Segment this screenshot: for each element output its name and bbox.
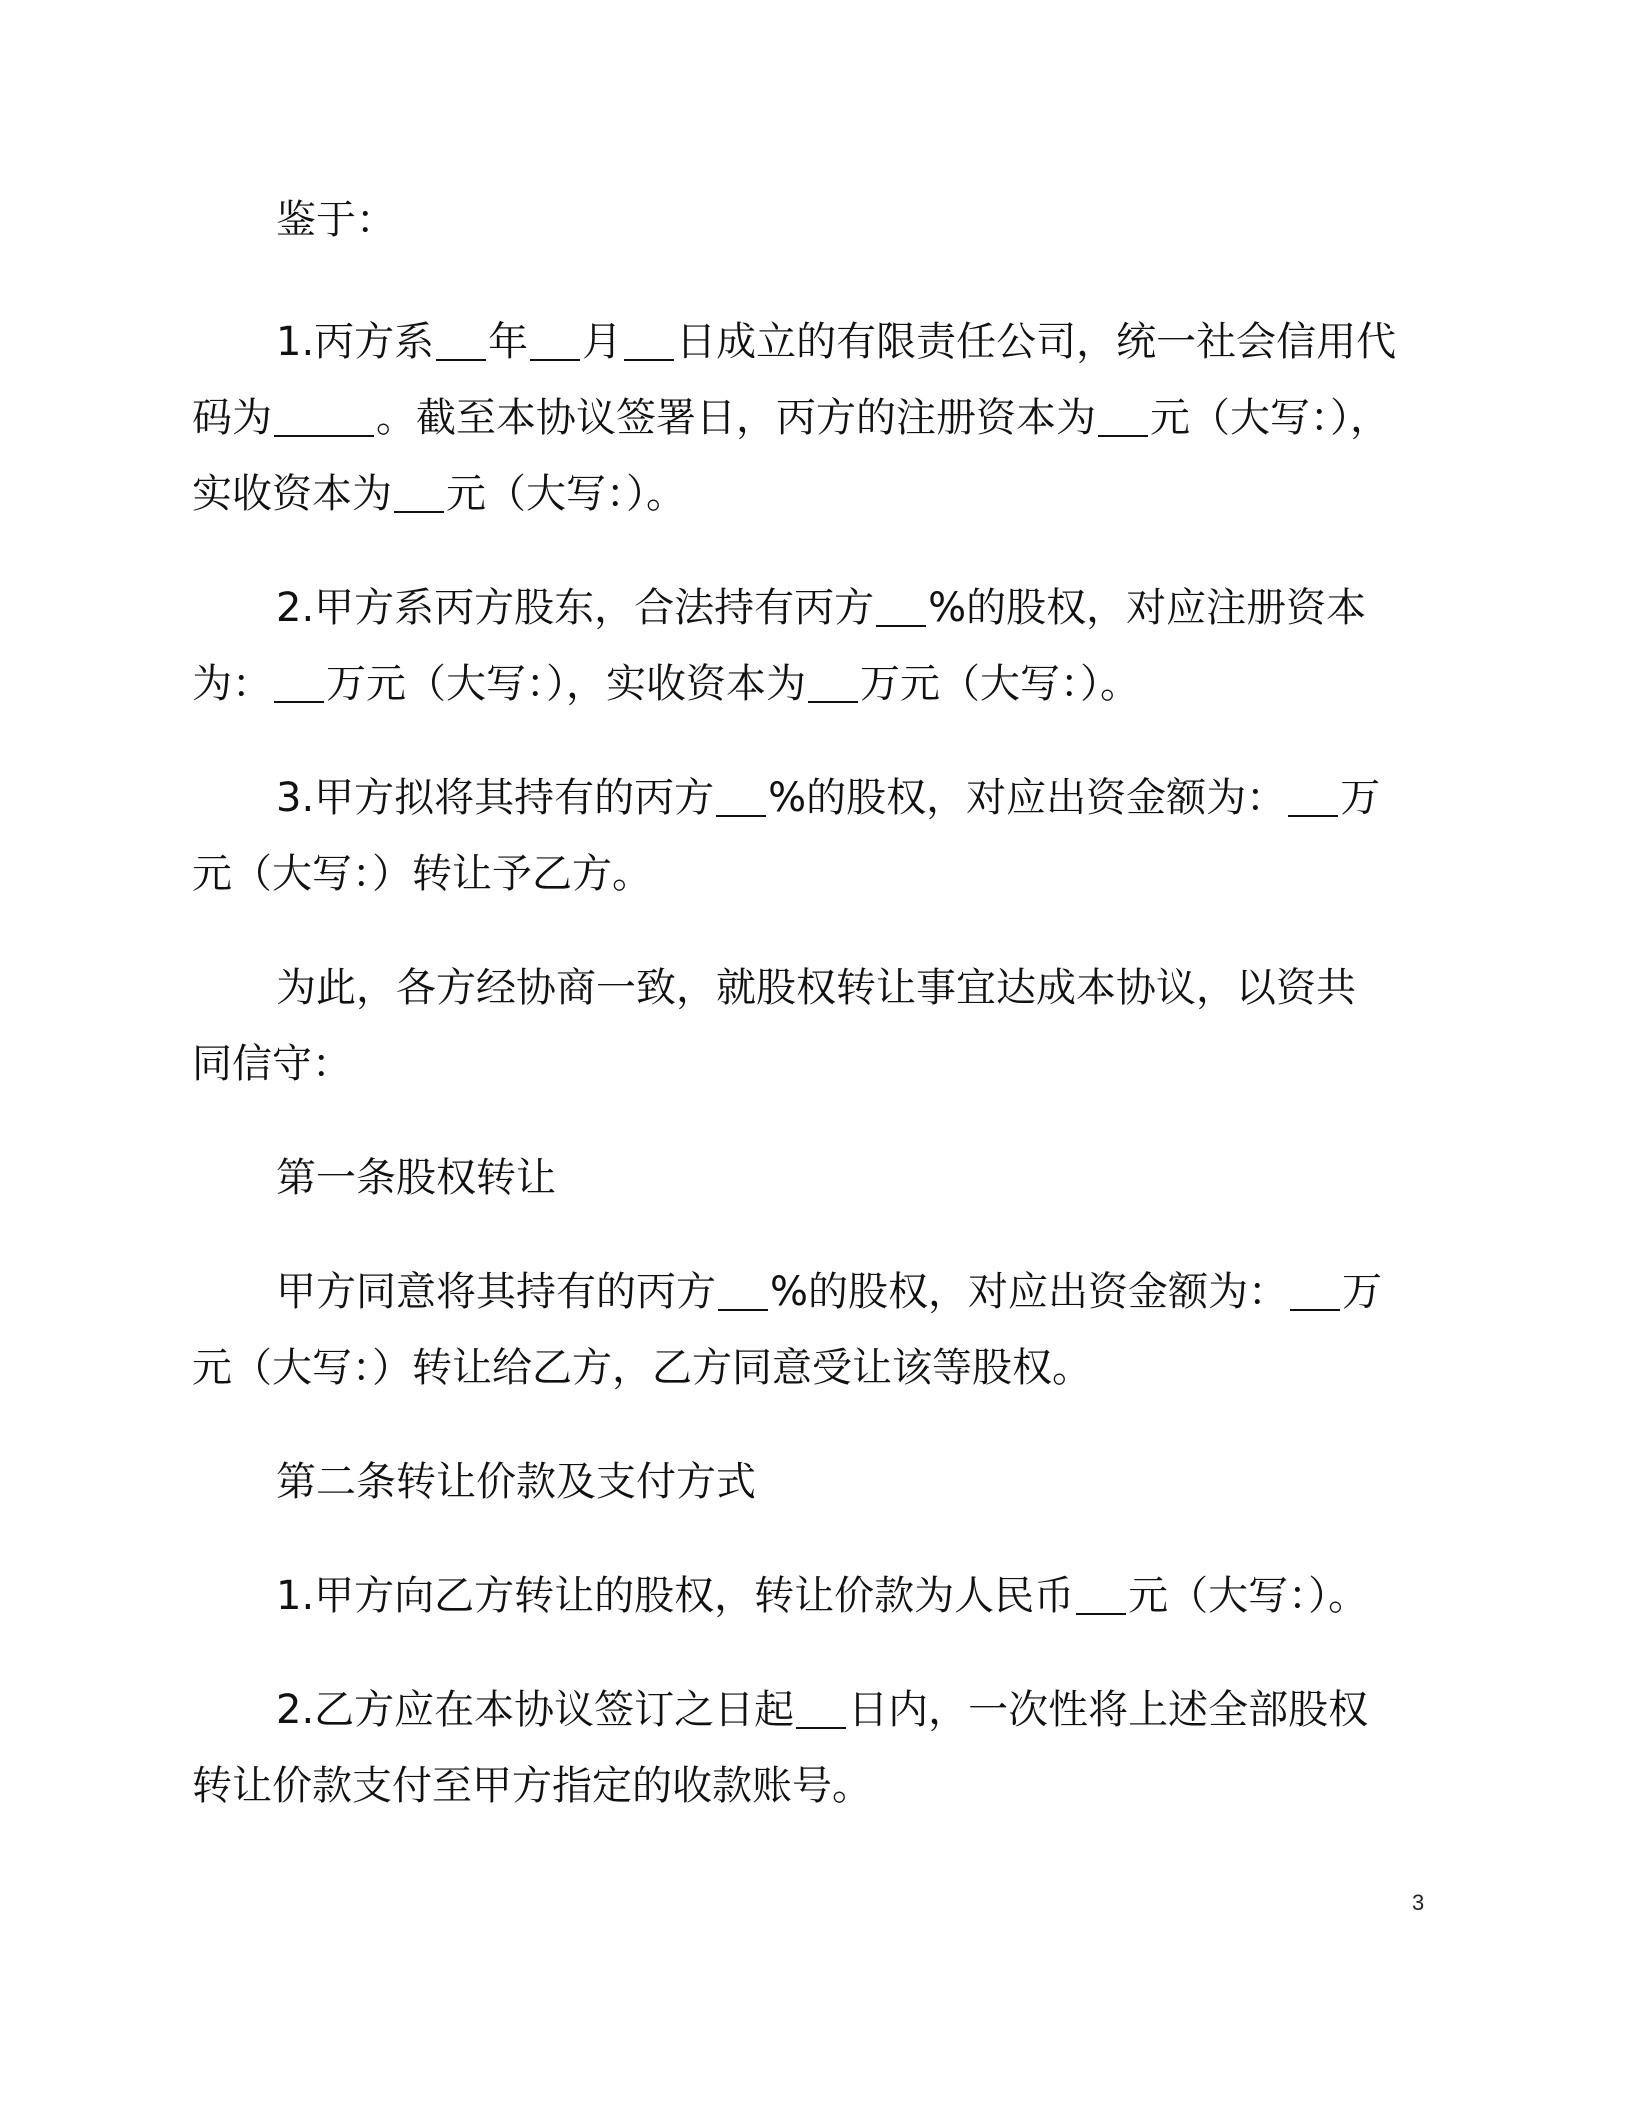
therefore-line-2: 同信守： bbox=[192, 1041, 352, 1087]
article-1-title: 第一条股权转让 bbox=[276, 1155, 556, 1201]
therefore-line-1: 为此，各方经协商一致，就股权转让事宜达成本协议，以资共 bbox=[276, 965, 1356, 1011]
blank-field-registered-capital[interactable] bbox=[1098, 395, 1148, 437]
page-number: 3 bbox=[1412, 1890, 1425, 1915]
article-2-clause-2-line-2: 转让价款支付至甲方指定的收款账号。 bbox=[192, 1763, 872, 1809]
blank-field-payment-days[interactable] bbox=[796, 1687, 846, 1729]
recital-1-line-3: 实收资本为 元（大写：）。 bbox=[192, 471, 686, 517]
blank-field-registered-amount[interactable] bbox=[274, 661, 324, 703]
whereas-heading: 鉴于： bbox=[276, 197, 396, 243]
blank-field-transfer-price[interactable] bbox=[1076, 1573, 1126, 1615]
blank-field-day[interactable] bbox=[624, 319, 674, 361]
blank-field-paid-in-capital[interactable] bbox=[394, 471, 444, 513]
blank-field-contribution-amount-2[interactable] bbox=[1290, 1269, 1340, 1311]
recital-3-line-1: 3.甲方拟将其持有的丙方 %的股权，对应出资金额为： 万 bbox=[276, 775, 1381, 821]
blank-field-equity-percent[interactable] bbox=[876, 585, 926, 627]
blank-field-transfer-percent[interactable] bbox=[716, 775, 766, 817]
blank-field-contribution-amount[interactable] bbox=[1288, 775, 1338, 817]
article-1-line-2: 元（大写：）转让给乙方，乙方同意受让该等股权。 bbox=[192, 1345, 1092, 1391]
article-1-line-1: 甲方同意将其持有的丙方 %的股权，对应出资金额为： 万 bbox=[276, 1269, 1383, 1315]
blank-field-credit-code[interactable] bbox=[274, 395, 374, 437]
recital-3-line-2: 元（大写：）转让予乙方。 bbox=[192, 851, 652, 897]
blank-field-year[interactable] bbox=[436, 319, 486, 361]
article-2-clause-2-line-1: 2.乙方应在本协议签订之日起 日内，一次性将上述全部股权 bbox=[276, 1687, 1369, 1733]
recital-2-line-2: 为： 万元（大写：），实收资本为 万元（大写：）。 bbox=[192, 661, 1140, 707]
article-2-clause-1: 1.甲方向乙方转让的股权，转让价款为人民币 元（大写：）。 bbox=[276, 1573, 1369, 1619]
recital-2-line-1: 2.甲方系丙方股东，合法持有丙方 %的股权，对应注册资本 bbox=[276, 585, 1367, 631]
article-2-title: 第二条转让价款及支付方式 bbox=[276, 1459, 756, 1505]
recital-1-line-2: 码为 。截至本协议签署日，丙方的注册资本为 元（大写：）， bbox=[192, 395, 1390, 441]
recital-1-line-1: 1.丙方系 年 月 日成立的有限责任公司，统一社会信用代 bbox=[276, 319, 1397, 365]
blank-field-transfer-percent-2[interactable] bbox=[718, 1269, 768, 1311]
blank-field-paid-in-amount[interactable] bbox=[808, 661, 858, 703]
blank-field-month[interactable] bbox=[530, 319, 580, 361]
